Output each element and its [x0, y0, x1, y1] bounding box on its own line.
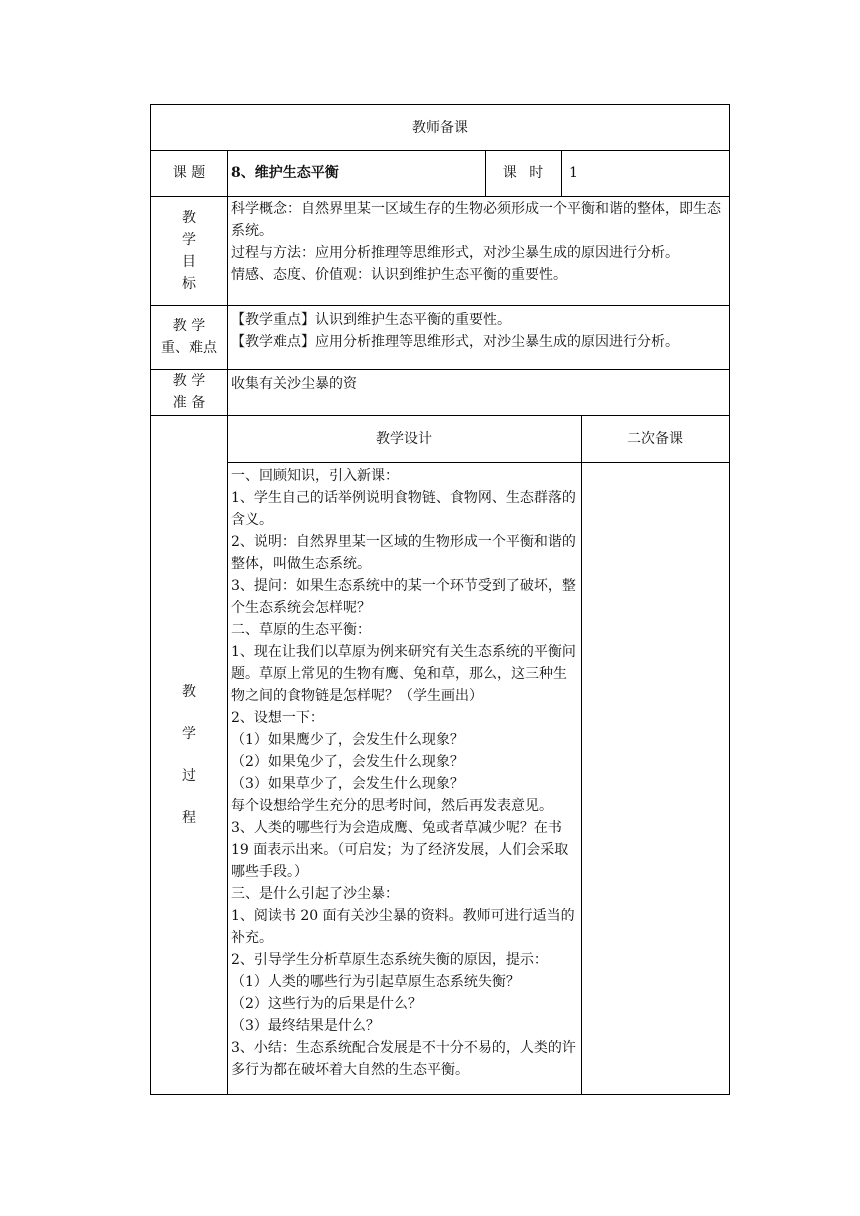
- process-item: 二、草原的生态平衡：: [231, 622, 371, 638]
- process-item: 3、提问：如果生态系统中的某一个环节受到了破坏，整个生态系统会怎样呢？: [231, 578, 576, 616]
- process-item: 一、回顾知识，引入新课：: [231, 468, 399, 484]
- prep-label-line: 准 备: [172, 395, 206, 411]
- objectives-label-char: 目: [182, 253, 196, 270]
- process-item: （2）如果兔少了，会发生什么现象？: [231, 754, 464, 770]
- process-label-char: 过: [182, 767, 196, 784]
- keypoint-item: 【教学难点】应用分析推理等思维形式，对沙尘暴生成的原因进行分析。: [231, 334, 679, 350]
- objectives-content: [231, 198, 727, 286]
- process-item: 1、现在让我们以草原为例来研究有关生态系统的平衡问题。草原上常见的生物有鹰、兔和草，那么，这三种生物之间的食物链是怎样呢？（学生画出）: [231, 644, 576, 704]
- objective-item: 科学概念：自然界里某一区域生存的生物必须形成一个平衡和谐的整体，即生态系统。: [231, 201, 721, 239]
- prep-label-line: 教 学: [172, 373, 206, 389]
- process-item: （3）最终结果是什么？: [231, 1018, 380, 1034]
- keypoint-item: 【教学重点】认识到维护生态平衡的重要性。: [231, 312, 511, 328]
- process-label-char: 教: [182, 683, 196, 700]
- objective-item: 过程与方法：应用分析推理等思维形式，对沙尘暴生成的原因进行分析。: [231, 245, 679, 261]
- process-item: 3、小结：生态系统配合发展是不十分不易的，人类的许多行为都在破坏着大自然的生态平衡。: [231, 1040, 576, 1078]
- second-prep-header: 二次备课: [627, 430, 683, 447]
- divider: [227, 462, 729, 463]
- divider: [581, 415, 582, 1094]
- process-item: 1、阅读书 20 面有关沙尘暴的资料。教师可进行适当的补充。: [231, 908, 575, 946]
- process-item: 每个设想给学生充分的思考时间，然后再发表意见。: [231, 798, 553, 814]
- process-label: [151, 415, 227, 1094]
- process-item: 2、设想一下：: [231, 710, 324, 726]
- divider: [151, 196, 729, 197]
- topic-value: 8、维护生态平衡: [231, 165, 339, 181]
- process-item: （2）这些行为的后果是什么？: [231, 996, 422, 1012]
- process-item: 3、人类的哪些行为会造成鹰、兔或者草减少呢？在书 19 面表示出来。（可启发；为了经济发展，人们会采取哪些手段。）: [231, 820, 569, 880]
- objectives-label-char: 标: [182, 275, 196, 292]
- period-value: 1: [569, 165, 578, 181]
- process-content: [231, 465, 577, 1090]
- period-label: 课 时: [502, 165, 544, 181]
- objective-item: 情感、态度、价值观：认识到维护生态平衡的重要性。: [231, 267, 567, 283]
- divider: [561, 150, 562, 196]
- keypoints-label: [151, 305, 227, 369]
- process-label-char: 学: [182, 725, 196, 742]
- lesson-plan-table: [150, 104, 730, 1095]
- divider: [151, 369, 729, 370]
- objectives-label: [151, 196, 227, 305]
- page-title: 教师备课: [412, 119, 468, 136]
- prep-label: [151, 369, 227, 415]
- objectives-label-char: 教: [182, 209, 196, 226]
- keypoints-content: [231, 309, 727, 353]
- objectives-label-char: 学: [182, 231, 196, 248]
- process-item: 2、引导学生分析草原生态系统失衡的原因，提示：: [231, 952, 548, 968]
- divider: [151, 305, 729, 306]
- topic-label: 课 题: [172, 165, 206, 181]
- process-item: 2、说明：自然界里某一区域的生物形成一个平衡和谐的整体，叫做生态系统。: [231, 534, 576, 572]
- keypoints-label-line: 重、难点: [161, 340, 217, 356]
- process-item: （1）如果鹰少了，会发生什么现象？: [231, 732, 464, 748]
- divider: [227, 150, 228, 1094]
- process-item: （1）人类的哪些行为引起草原生态系统失衡？: [231, 974, 520, 990]
- design-header: 教学设计: [376, 430, 432, 447]
- process-item: 1、学生自己的话举例说明食物链、食物网、生态群落的含义。: [231, 490, 576, 528]
- process-item: 三、是什么引起了沙尘暴：: [231, 886, 399, 902]
- process-label-char: 程: [182, 809, 196, 826]
- keypoints-label-line: 教 学: [172, 318, 206, 334]
- prep-value: 收集有关沙尘暴的资: [231, 376, 357, 392]
- process-item: （3）如果草少了，会发生什么现象？: [231, 776, 464, 792]
